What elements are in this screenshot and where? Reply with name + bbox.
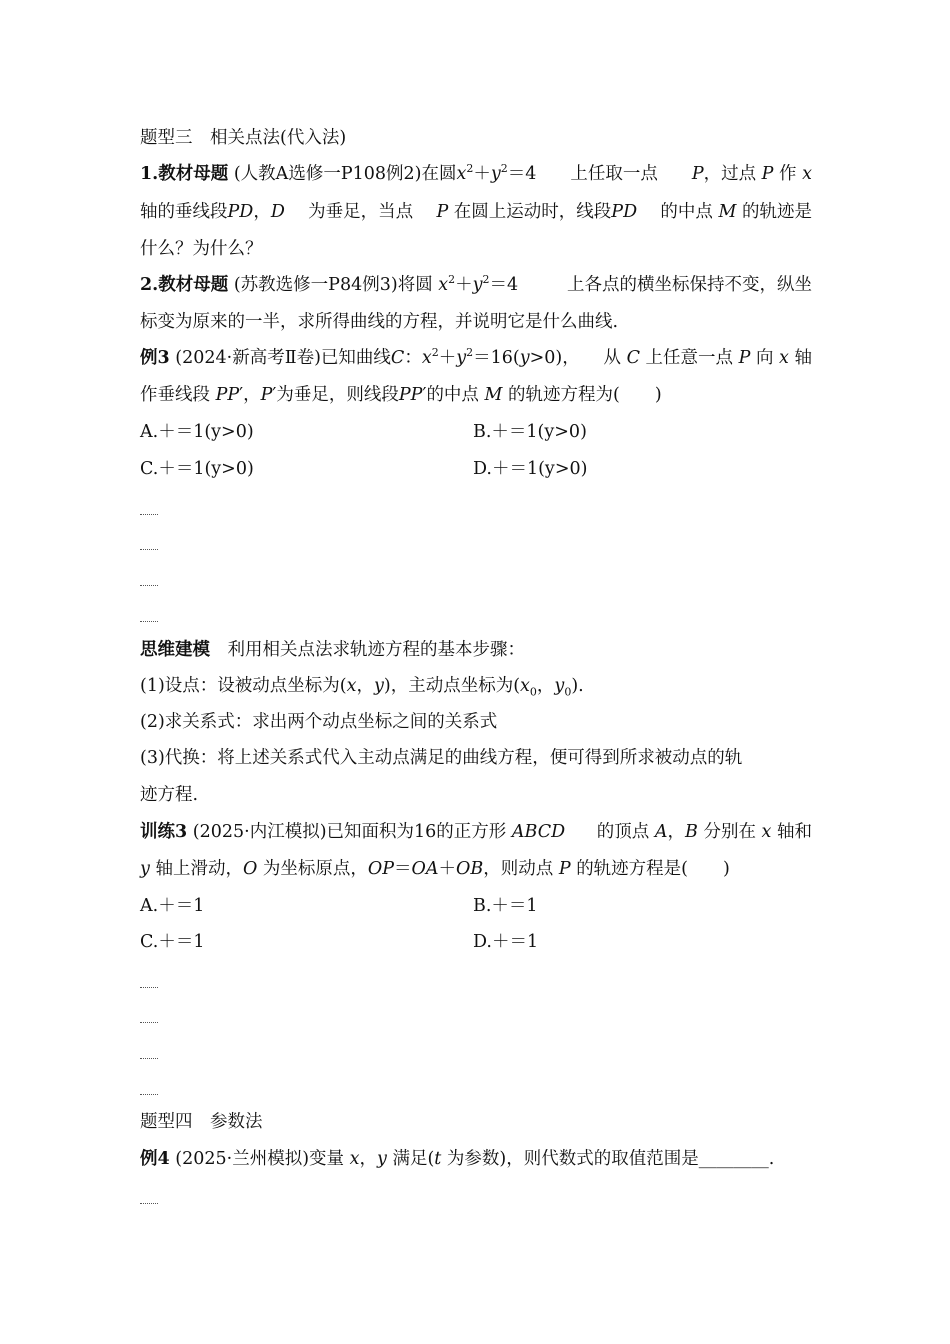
model-label: 思维建模 (140, 640, 210, 660)
example3-option-d[interactable]: D.＋＝1(y>0) (473, 459, 588, 479)
example4-label: 例4 (140, 1149, 170, 1169)
problem1-label: 1.教材母题 (140, 164, 229, 184)
example3-option-b[interactable]: B.＋＝1(y>0) (473, 422, 587, 442)
section4-heading: 题型四 参数法 (140, 1112, 263, 1132)
problem2-line2: 标变为原来的一半，求所得曲线的方程，并说明它是什么曲线. (140, 312, 619, 332)
example3-line2: 作垂线段 PP′，P′为垂足，则线段PP′的中点 M 的轨迹方程为( ) (140, 385, 662, 405)
training3-option-b[interactable]: B.＋＝1 (473, 896, 538, 916)
problem1-line1: 1.教材母题 (人教A选修一P108例2)在圆$x^2+y^2=4$ 上任取一点 P，过点 P 作 x (140, 162, 812, 184)
model-heading: 思维建模 利用相关点法求轨迹方程的基本步骤： (140, 640, 525, 660)
answer-blank-line (140, 621, 158, 622)
problem2-line1: 2.教材母题 (苏教选修一P84例3)将圆 $x^2+y^2=4$ 上各点的横坐标保持不变，纵坐 (140, 273, 812, 295)
answer-blank-line (140, 1058, 158, 1059)
answer-blank-line (140, 549, 158, 550)
example3-options-row2 (140, 457, 812, 481)
example3-option-c[interactable]: C.＋＝1(y>0) (140, 459, 254, 479)
model-step3-line1: (3)代换：将上述关系式代入主动点满足的曲线方程，便可得到所求被动点的轨 (140, 748, 743, 768)
problem2-label: 2.教材母题 (140, 275, 229, 295)
answer-blank-line (140, 1203, 158, 1204)
example3-label: 例3 (140, 348, 170, 368)
example3-line1: 例3 (2024·新高考Ⅱ卷)已知曲线C：$x^2+y^2=16(y>0)$， 从 C 上任意一点 P 向 x 轴 (140, 346, 812, 368)
training3-label: 训练3 (140, 822, 188, 842)
answer-blank-line (140, 1094, 158, 1095)
example3-option-a[interactable]: A.＋＝1(y>0) (140, 422, 254, 442)
problem1-line3: 什么？为什么？ (140, 239, 263, 259)
training3-line2: y 轴上滑动，O 为坐标原点，OP＝OA＋OB，则动点 P 的轨迹方程是( ) (140, 859, 730, 879)
example4-line: 例4 (2025·兰州模拟)变量 x，y 满足(t 为参数)，则代数式的取值范围是________. (140, 1149, 775, 1169)
example3-options-row1 (140, 420, 812, 444)
training3-line1: 训练3 (2025·内江模拟)已知面积为16的正方形 ABCD 的顶点 A，B 分别在 x 轴和 (140, 822, 812, 842)
problem1-line2: 轴的垂线段PD，D 为垂足，当点 P 在圆上运动时，线段PD 的中点 M 的轨迹是 (140, 202, 812, 222)
model-step1: (1)设点：设被动点坐标为(x，y)，主动点坐标为($x_0$，$y_0$). (140, 676, 584, 699)
training3-option-d[interactable]: D.＋＝1 (473, 932, 539, 952)
training3-options-row1 (140, 894, 812, 918)
training3-option-a[interactable]: A.＋＝1 (140, 896, 205, 916)
answer-blank-line (140, 585, 158, 586)
answer-blank-line (140, 1022, 158, 1023)
training3-options-row2 (140, 930, 812, 954)
model-step2: (2)求关系式：求出两个动点坐标之间的关系式 (140, 712, 498, 732)
answer-blank-line (140, 987, 158, 988)
section3-heading: 题型三 相关点法(代入法) (140, 128, 347, 148)
training3-option-c[interactable]: C.＋＝1 (140, 932, 205, 952)
model-step3-line2: 迹方程. (140, 785, 199, 805)
answer-blank-line (140, 514, 158, 515)
